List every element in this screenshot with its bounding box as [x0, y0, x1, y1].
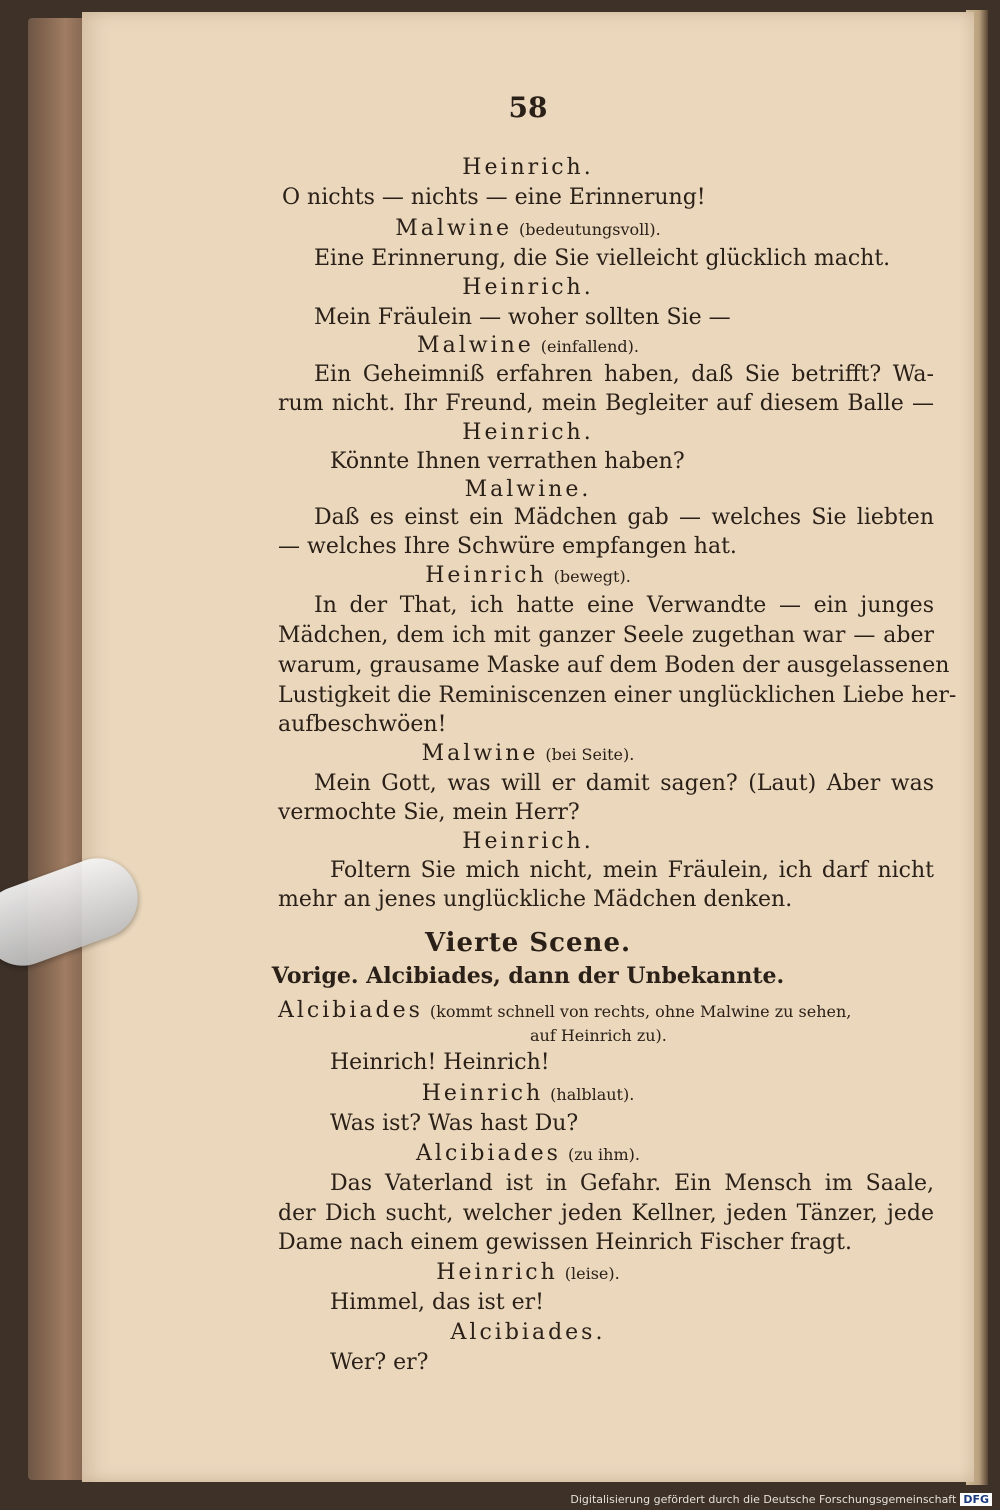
speaker-line [82, 1140, 974, 1169]
text-line: der Dich sucht, welcher jeden Kellner, jeden Tänzer, jede [278, 1201, 934, 1226]
footer-text: Digitalisierung gefördert durch die Deutsche Forschungsgemeinschaft [570, 1493, 957, 1506]
text-line: Mein Fräulein — woher sollten Sie — [314, 305, 731, 330]
text-line: Lustigkeit die Reminiscenzen einer unglücklichen Liebe her- [278, 683, 957, 708]
text-line: O nichts — nichts — eine Erinnerung! [282, 185, 706, 210]
text-line: Was ist? Was hast Du? [330, 1111, 579, 1136]
stage-direction: (bei Seite). [545, 745, 635, 764]
speaker-line: Heinrich. [462, 275, 594, 300]
speaker-line [82, 1080, 974, 1109]
speaker-name: Malwine [395, 216, 513, 241]
digitization-footer [570, 1493, 992, 1506]
book-spine-edge [28, 18, 90, 1480]
text-line: Eine Erinnerung, die Sie vielleicht glücklich macht. [314, 246, 891, 271]
text-line: Das Vaterland ist in Gefahr. Ein Mensch im Saale, [330, 1171, 934, 1196]
stage-direction: auf Heinrich zu). [530, 1026, 667, 1045]
text-line: Foltern Sie mich nicht, mein Fräulein, ich darf nicht [330, 858, 934, 883]
stage-direction: (bewegt). [553, 567, 631, 586]
speaker-line [82, 215, 974, 244]
text-line: warum, grausame Maske auf dem Boden der ausgelassenen [278, 653, 950, 678]
speaker-name: Heinrich [436, 1260, 558, 1285]
text-line: — welches Ihre Schwüre empfangen hat. [278, 534, 737, 559]
speaker-name: Malwine [417, 333, 534, 358]
speaker-line: Malwine. [464, 477, 592, 502]
speaker-line [82, 332, 974, 361]
text-line: vermochte Sie, mein Herr? [278, 800, 580, 825]
stage-direction: (leise). [564, 1264, 620, 1283]
scene-heading: Vierte Scene. [424, 928, 632, 958]
speaker-line: Heinrich. [462, 829, 594, 854]
speaker-name: Malwine [421, 741, 539, 766]
speaker-line [82, 562, 974, 591]
cast-line: Vorige. Alcibiades, dann der Unbekannte. [271, 963, 785, 989]
text-line: In der That, ich hatte eine Verwandte — ein junges [314, 593, 934, 618]
speaker-name: Heinrich [421, 1081, 544, 1106]
text-line: Dame nach einem gewissen Heinrich Fischer fragt. [278, 1230, 852, 1255]
text-line: mehr an jenes unglückliche Mädchen denken. [278, 887, 793, 912]
text-line: Mädchen, dem ich mit ganzer Seele zugethan war — aber [278, 623, 934, 648]
speaker-line: Heinrich. [462, 155, 594, 180]
speaker-line: Heinrich. [462, 420, 594, 445]
text-line: Mein Gott, was will er damit sagen? (Laut) Aber was [314, 771, 934, 796]
book-page [82, 12, 974, 1482]
text-line: Himmel, das ist er! [330, 1290, 545, 1315]
text-line: rum nicht. Ihr Freund, mein Begleiter auf diesem Balle — [278, 391, 934, 416]
stage-direction: (einfallend). [540, 337, 639, 356]
text-line: aufbeschwöen! [278, 712, 447, 737]
text-line: Wer? er? [330, 1350, 429, 1375]
text-line: Ein Geheimniß erfahren haben, daß Sie betrifft? Wa- [314, 362, 934, 387]
speaker-line [82, 740, 974, 769]
text-line: Daß es einst ein Mädchen gab — welches Sie liebten [314, 505, 934, 530]
speaker-line: Alcibiades. [450, 1320, 606, 1345]
speaker-name: Alcibiades [278, 998, 423, 1023]
speaker-name: Alcibiades [416, 1141, 561, 1166]
stage-direction: (kommt schnell von rechts, ohne Malwine zu sehen, [429, 1002, 852, 1021]
speaker-line [82, 1259, 974, 1288]
stage-direction: (bedeutungsvoll). [519, 220, 661, 239]
dfg-logo: DFG [960, 1493, 992, 1506]
text-line: Könnte Ihnen verrathen haben? [330, 449, 685, 474]
stage-direction: (zu ihm). [567, 1145, 640, 1164]
text-line: Heinrich! Heinrich! [330, 1050, 550, 1075]
speaker-name: Heinrich [425, 563, 547, 588]
page-number: 58 [508, 91, 548, 124]
stage-direction: (halblaut). [550, 1085, 635, 1104]
